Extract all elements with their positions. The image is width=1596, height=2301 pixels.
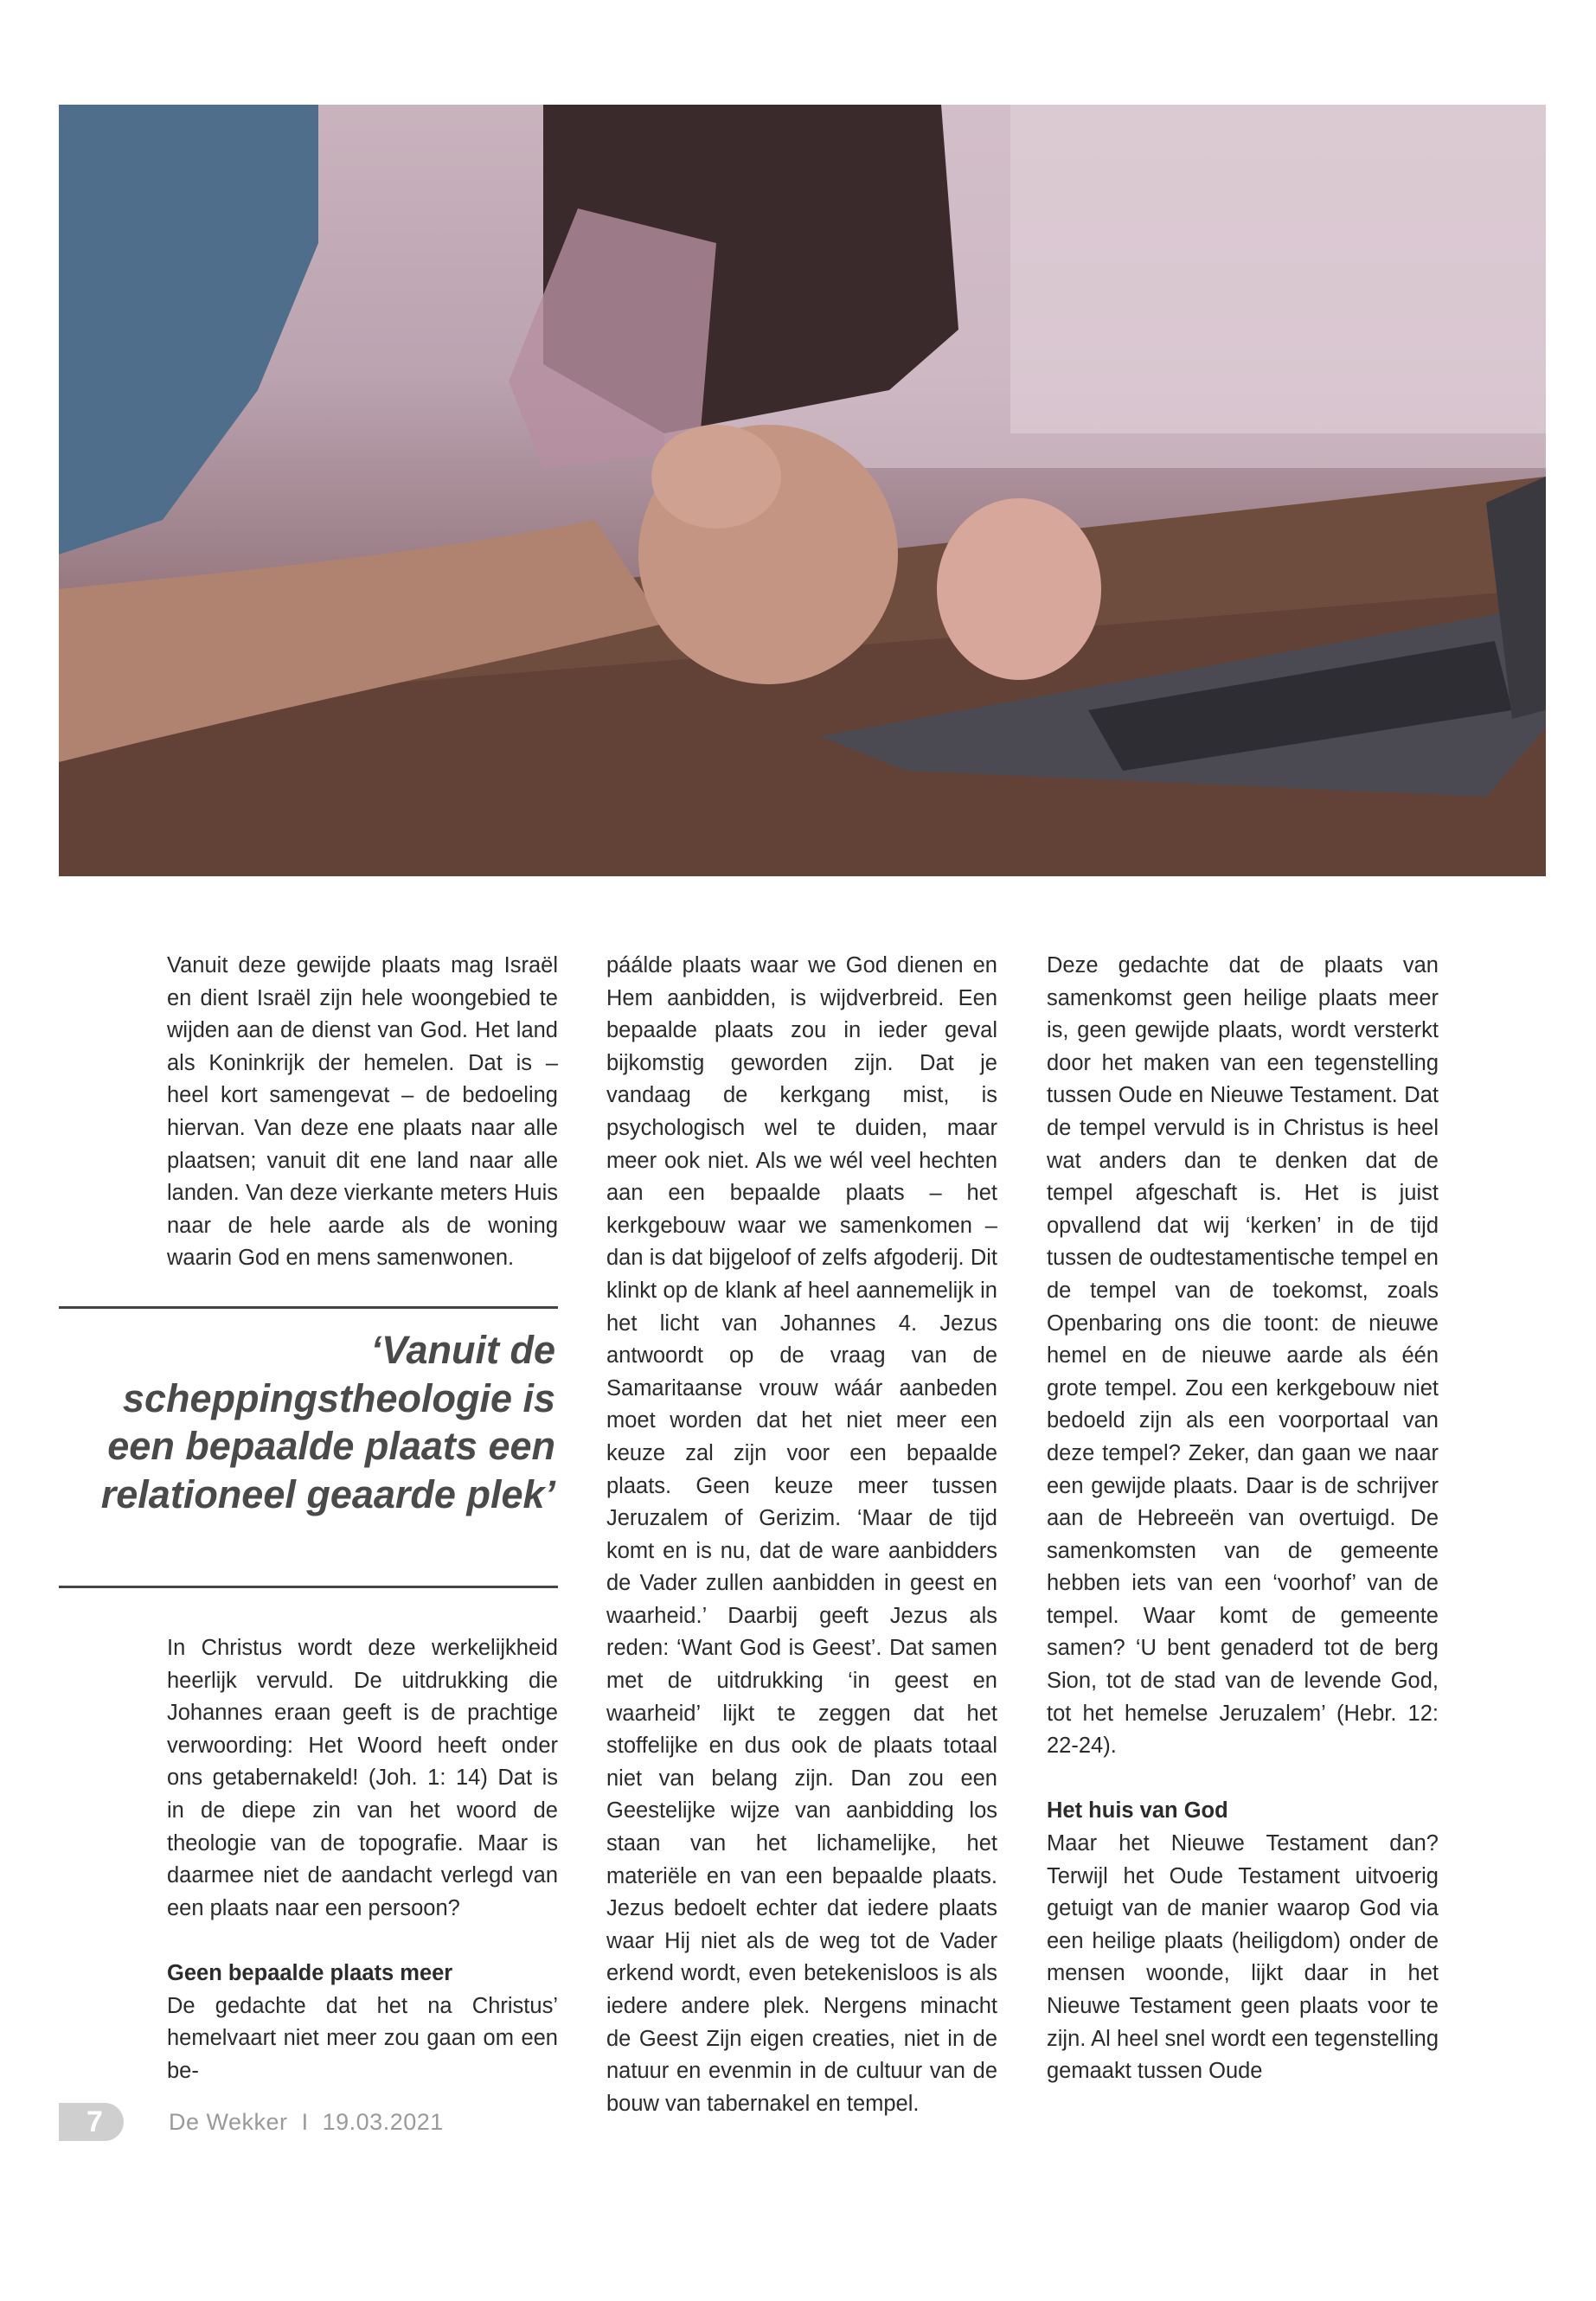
photo-praying-hands-laptop-icon <box>59 105 1546 876</box>
column-1-continued <box>167 1632 558 2087</box>
column-1-paragraph-1: Vanuit deze gewijde plaats mag Israël en dient Israël zijn hele woongebied te wijden aan de dienst van God. Het land als Koninkrijk der hemelen. Dat is – heel kort samengevat – de bedoeling hiervan. Van deze ene plaats naar alle plaatsen; vanuit dit ene land naar alle landen. Van deze vierkante meters Huis naar de hele aarde als de woning waarin God en mens samenwonen. <box>167 953 558 1271</box>
column-3-paragraph-1: Deze gedachte dat de plaats van samenkomst geen heilige plaats meer is, geen gewijde plaats, wordt versterkt door het maken van een tegenstelling tussen Oude en Nieuwe Testament. Dat de tempel vervuld is in Christus is heel wat anders dan te denken dat de tempel afgeschaft is. Het is juist opvallend dat wij ‘kerken’ in de tijd tussen de oudtestamentische tempel en de tempel van de toekomst, zoals Openbaring ons die toont: de nieuwe hemel en de nieuwe aarde als één grote tempel. Zou een kerkgebouw niet bedoeld zijn als een voorportaal van deze tempel? Zeker, dan gaan we naar een gewijde plaats. Daar is de schrijver aan de Hebreeën van overtuigd. De samenkomsten van de gemeente hebben iets van een ‘voorhof’ van de tempel. Waar komt de gemeente samen? ‘U bent genaderd tot de berg Sion, tot de stad van de levende God, tot het hemelse Jeruzalem’ (Hebr. 12: 22-24). <box>1047 953 1439 1759</box>
column-3-paragraph-2: Maar het Nieuwe Testament dan? Terwijl het Oude Testament uitvoerig getuigt van de manier waarop God via een heilige plaats (heiligdom) onder de mensen woonde, lijkt daar in het Nieuwe Testament geen plaats voor te zijn. Al heel snel wordt een tegenstelling gemaakt tussen Oude <box>1047 1831 1439 2084</box>
page-number: 7 <box>87 2106 103 2138</box>
pull-quote <box>59 1306 558 1588</box>
column-1-paragraph-3: De gedachte dat het na Christus’ hemelvaart niet meer zou gaan om een be- <box>167 1993 558 2083</box>
section-heading-huis-van-god: Het huis van God <box>1047 1798 1228 1823</box>
column-1 <box>167 950 558 1275</box>
section-heading-geen-bepaalde-plaats: Geen bepaalde plaats meer <box>167 1960 453 1985</box>
publication-name: De Wekker <box>169 2109 288 2135</box>
pull-quote-text: ‘Vanuit de scheppingstheologie is een bepaalde plaats een relationeel geaarde plek’ <box>100 1328 555 1516</box>
column-3 <box>1047 950 1439 2088</box>
footer-publication-line <box>169 2107 444 2137</box>
column-2-paragraph-1: páálde plaats waar we God dienen en Hem aanbidden, is wijdverbreid. Een bepaalde plaats zou in ieder geval bijkomstig geworden zijn. Dat je vandaag de kerkgang mist, is psychologisch wel te duiden, maar meer ook niet. Als we wél veel hechten aan een bepaalde plaats – het kerkgebouw waar we samenkomen – dan is dat bijgeloof of zelfs afgoderij. Dit klinkt op de klank af heel aannemelijk in het licht van Johannes 4. Jezus antwoordt op de vraag van de Samaritaanse vrouw wáár aanbeden moet worden dat het niet meer een keuze zal zijn voor een bepaalde plaats. Geen keuze meer tussen Jeruzalem of Gerizim. ‘Maar de tijd komt en is nu, dat de ware aanbidders de Vader zullen aanbidden in geest en waarheid.’ Daarbij geeft Jezus als reden: ‘Want God is Geest’. Dat samen met de uitdrukking ‘in geest en waarheid’ lijkt te zeggen dat het stoffelijke en dus ook de plaats totaal niet van belang zijn. Dan zou een Geestelijke wijze van aanbidding los staan van het lichamelijke, het materiële en van een bepaalde plaats. Jezus bedoelt echter dat iedere plaats waar Hij niet als de weg tot de Vader erkend wordt, even betekenisloos is als iedere andere plek. Nergens minacht de Geest Zijn eigen creaties, niet in de natuur en evenmin in de cultuur van de bouw van tabernakel en tempel. <box>606 953 997 2116</box>
publication-date: 19.03.2021 <box>322 2109 444 2135</box>
column-2 <box>606 950 997 2120</box>
footer-separator: I <box>301 2109 309 2135</box>
column-1-paragraph-2: In Christus wordt deze werkelijkheid heerlijk vervuld. De uitdrukking die Johannes eraan geeft is de prachtige verwoording: Het Woord heeft onder ons getabernakeld! (Joh. 1: 14) Dat is in de diepe zin van het woord de theologie van de topografie. Maar is daarmee niet de aandacht verlegd van een plaats naar een persoon? <box>167 1636 558 1920</box>
hero-photo <box>59 105 1546 876</box>
